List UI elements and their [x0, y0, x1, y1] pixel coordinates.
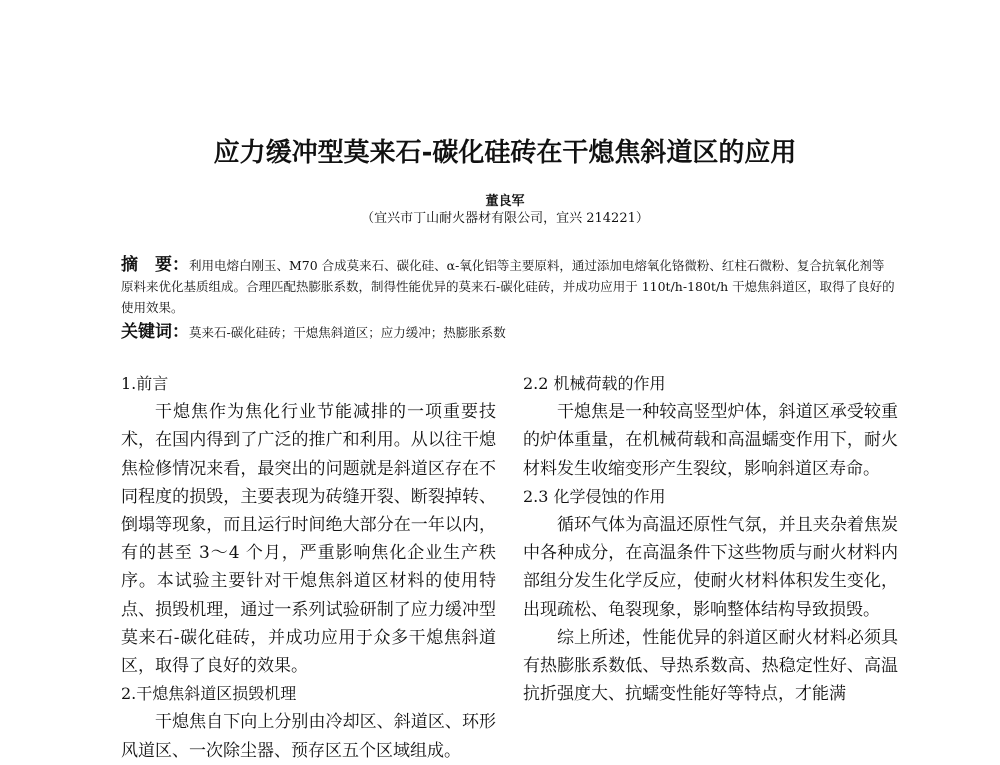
keywords-text: 莫来石-碳化硅砖；干熄焦斜道区；应力缓冲；热膨胀系数	[189, 325, 506, 340]
affiliation: （宜兴市丁山耐火器材有限公司，宜兴 214221）	[361, 211, 649, 226]
paragraph: 干熄焦是一种较高竖型炉体，斜道区承受较重的炉体重量，在机械荷载和高温蠕变作用下，耐火材料发生收缩变形产生裂纹，影响斜道区寿命。	[523, 402, 898, 479]
keywords	[121, 322, 896, 343]
section-heading: 1.前言	[121, 374, 169, 393]
abstract-text: 利用电熔白刚玉、M70 合成莫来石、碳化硅、α-氧化铝等主要原料，通过添加电熔氧化铬微粉、红柱石微粉、复合抗氧化剂等原料来优化基质组成。合理匹配热膨胀系数，制得性能优异的莫来石-碳化硅砖，并成功应用于 110t/h-180t/h 干熄焦斜道区，取得了良好的使用效果。	[121, 258, 895, 315]
right-column	[523, 370, 898, 708]
paragraph: 综上所述，性能优异的斜道区耐火材料必须具有热膨胀系数低、导热系数高、热稳定性好、高温抗折强度大、抗蠕变性能好等特点，才能满	[523, 627, 898, 705]
section-heading: 2.2 机械荷载的作用	[523, 374, 666, 393]
paragraph: 干熄焦自下向上分别由冷却区、斜道区、环形风道区、一次除尘器、预存区五个区域组成。	[121, 712, 496, 761]
author: 董良军	[485, 194, 525, 209]
abstract	[121, 255, 896, 318]
paper-title: 应力缓冲型莫来石-碳化硅砖在干熄焦斜道区的应用	[213, 138, 797, 168]
section-heading: 2.干熄焦斜道区损毁机理	[121, 684, 297, 704]
keywords-label: 关键词：	[121, 322, 189, 342]
left-column	[121, 370, 496, 765]
paragraph: 干熄焦作为焦化行业节能减排的一项重要技术，在国内得到了广泛的推广和利用。从以往干熄焦检修情况来看，最突出的问题就是斜道区存在不同程度的损毁，主要表现为砖缝开裂、断裂掉转、倒塌等现象，而且运行时间绝大部分在一年以内，有的甚至 3～4 个月，严重影响焦化企业生产秩序。本试验主要针对干熄焦斜道区材料的使用特点、损毁机理，通过一系列试验研制了应力缓冲型莫来石-碳化硅砖，并成功应用于众多干熄焦斜道区，取得了良好的效果。	[121, 402, 496, 677]
section-heading: 2.3 化学侵蚀的作用	[523, 486, 666, 506]
paragraph: 循环气体为高温还原性气氛，并且夹杂着焦炭中各种成分，在高温条件下这些物质与耐火材料内部组分发生化学反应，使耐火材料体积发生变化，出现疏松、龟裂现象，影响整体结构导致损毁。	[523, 515, 898, 620]
abstract-label: 摘 要：	[121, 255, 189, 275]
